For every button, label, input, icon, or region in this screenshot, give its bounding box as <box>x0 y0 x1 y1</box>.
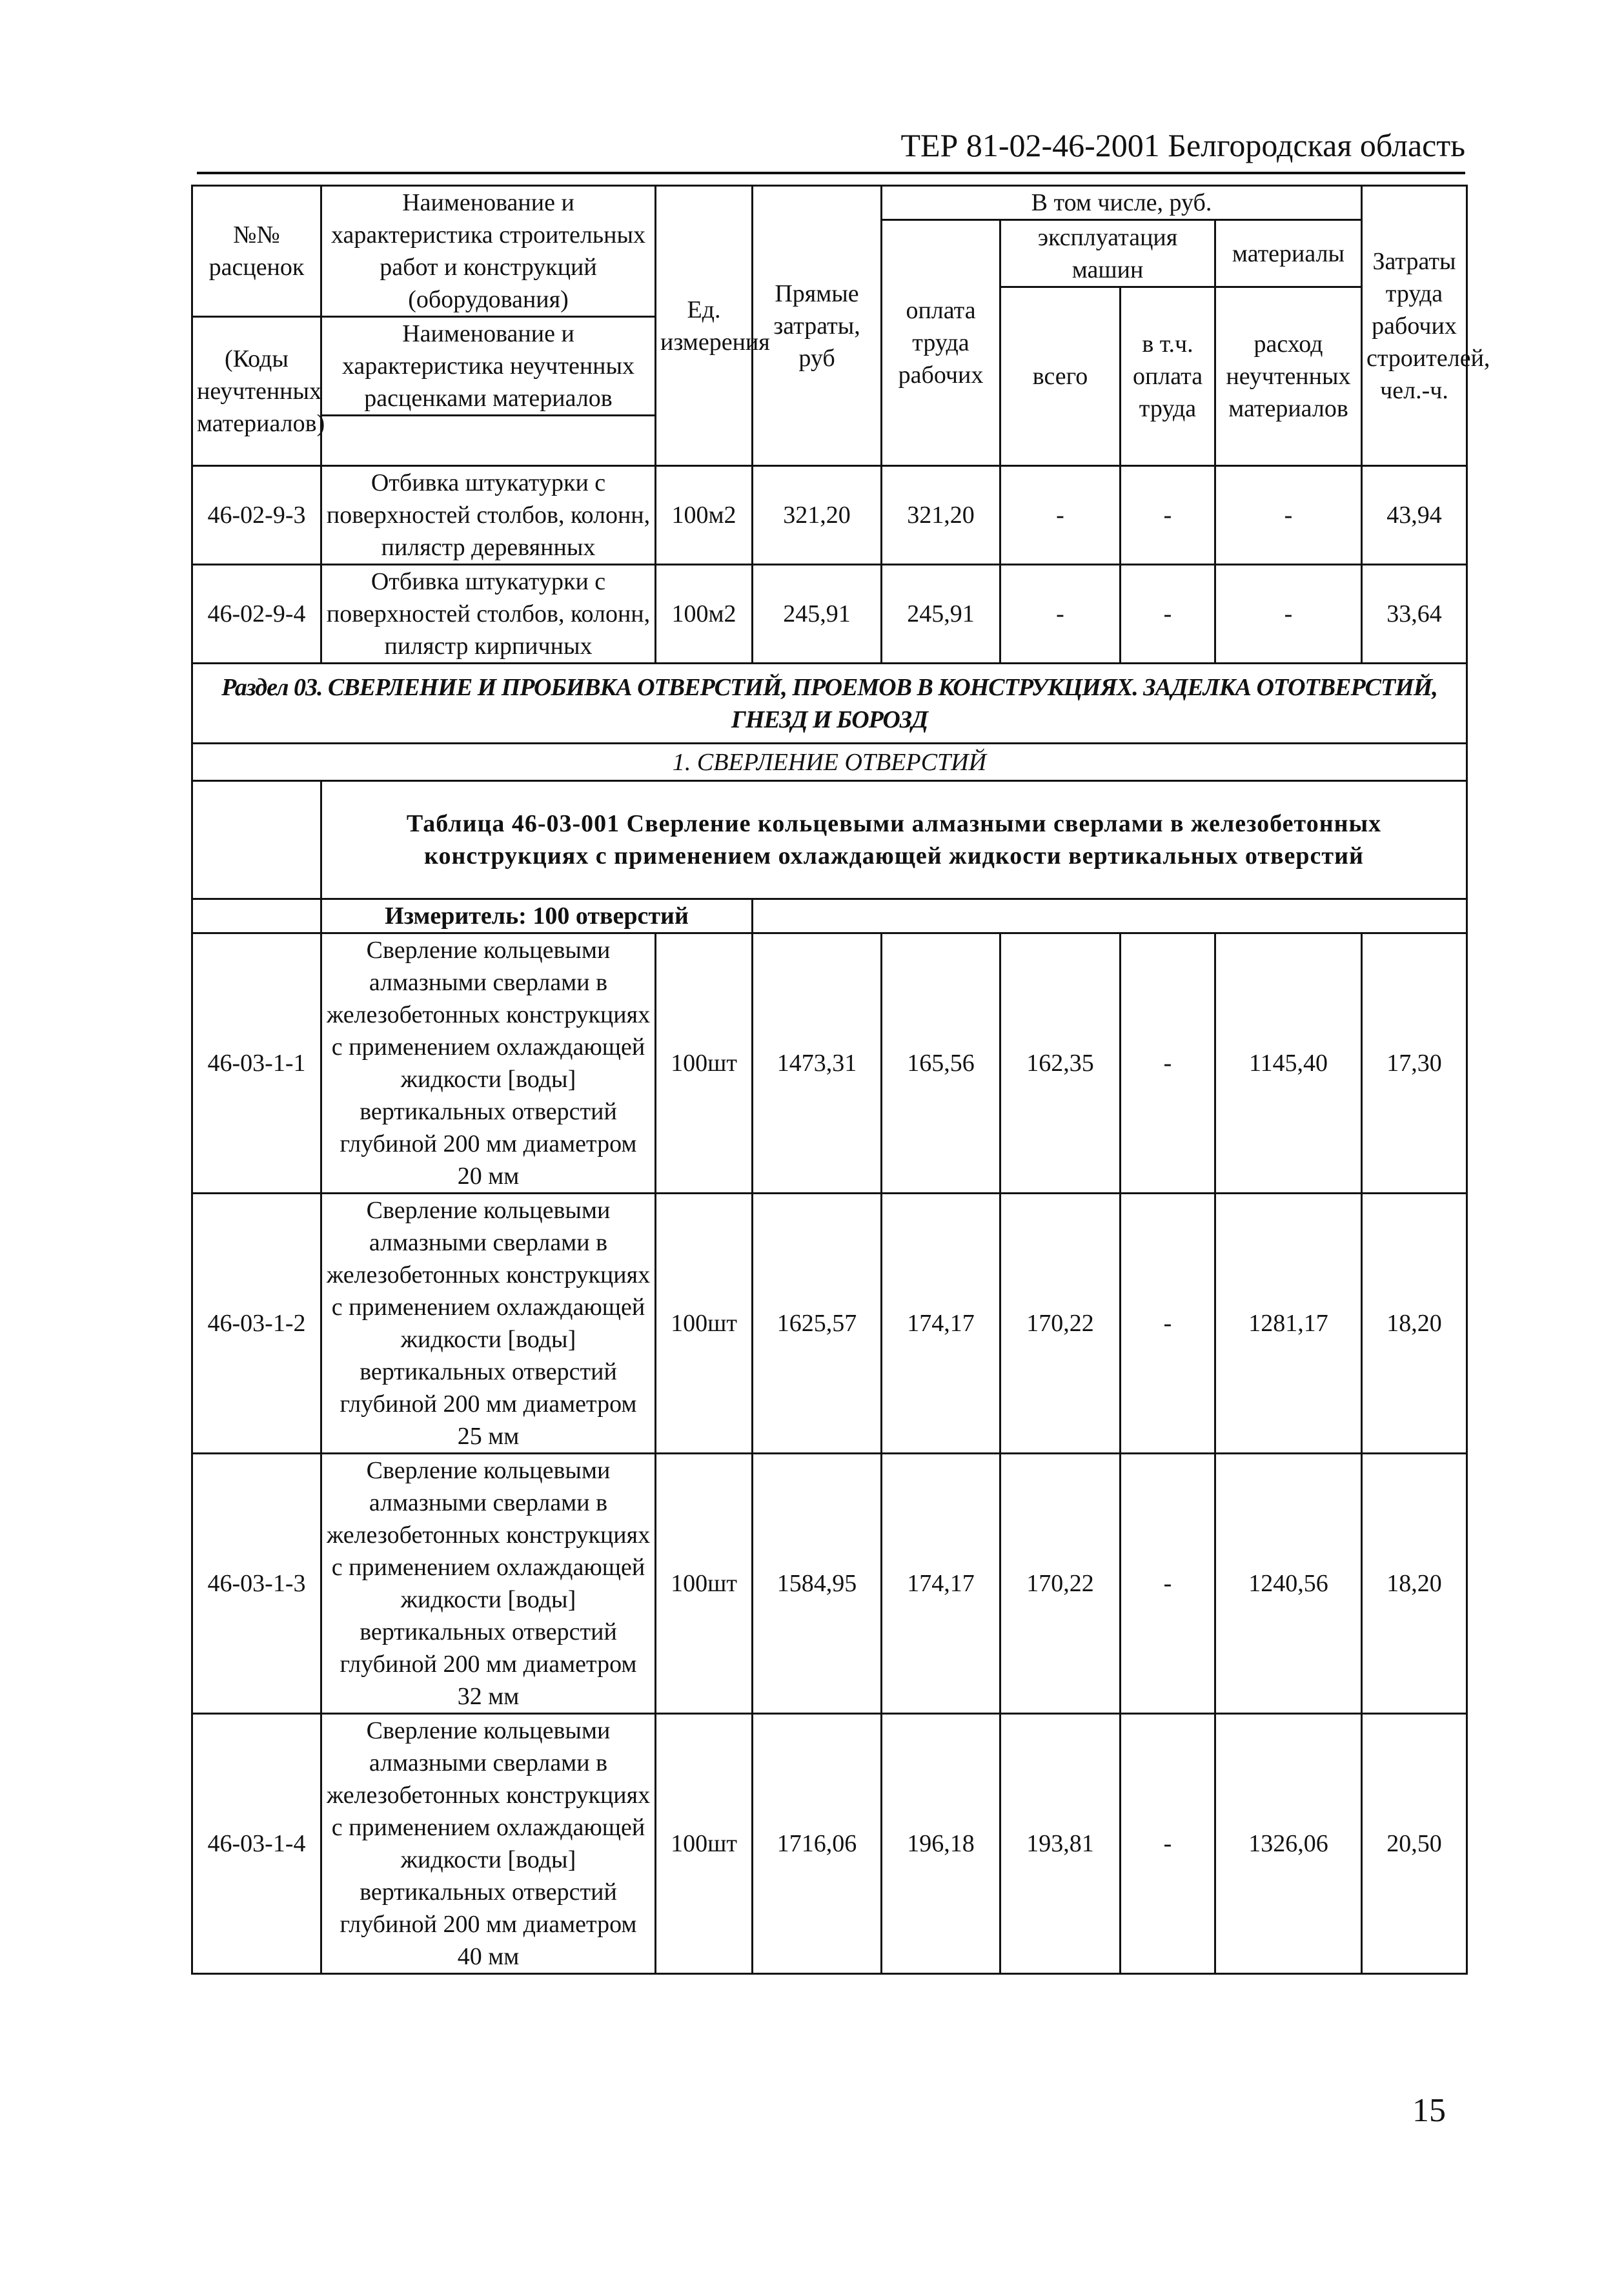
header-rule <box>197 172 1465 174</box>
row-labor: 321,20 <box>882 466 1000 565</box>
row-name: Сверление кольцевыми алмазными сверлами в железобетонных конструкциях с применением охлаждающей жидкости [воды] вертикальных отверстий глубиной 200 мм диаметром 40 мм <box>321 1714 656 1974</box>
table-row <box>192 1714 1467 1974</box>
row-labor: 174,17 <box>882 1194 1000 1454</box>
row-labor: 196,18 <box>882 1714 1000 1974</box>
row-hours: 18,20 <box>1362 1194 1467 1454</box>
meter-filler <box>753 899 1467 933</box>
row-code: 46-03-1-4 <box>192 1714 321 1974</box>
document-header: ТЕР 81-02-46-2001 Белгородская область <box>900 127 1465 163</box>
row-labor: 245,91 <box>882 565 1000 664</box>
header-spacer <box>321 416 656 466</box>
table-row <box>192 1194 1467 1454</box>
row-hours: 17,30 <box>1362 933 1467 1194</box>
table-title: Таблица 46-03-001 Сверление кольцевыми алмазными сверлами в железобетонных конструкциях с применением охлаждающей жидкости вертикальных отверстий <box>321 781 1467 899</box>
row-machines: 170,22 <box>1000 1194 1121 1454</box>
header-machines-total: всего <box>1000 287 1121 466</box>
header-code: №№ расценок <box>192 186 321 317</box>
meter-spacer <box>192 899 321 933</box>
header-machines-labor: в т.ч. оплата труда <box>1121 287 1215 466</box>
table-row <box>192 1454 1467 1714</box>
row-code: 46-03-1-2 <box>192 1194 321 1454</box>
row-hours: 43,94 <box>1362 466 1467 565</box>
row-code: 46-03-1-1 <box>192 933 321 1194</box>
header-direct-costs: Прямые затраты, руб <box>753 186 882 466</box>
row-name: Сверление кольцевыми алмазными сверлами в железобетонных конструкциях с применением охлаждающей жидкости [воды] вертикальных отверстий глубиной 200 мм диаметром 25 мм <box>321 1194 656 1454</box>
row-machines-labor: - <box>1121 565 1215 664</box>
header-labor-costs: Затраты труда рабочих строителей, чел.-ч. <box>1362 186 1467 466</box>
row-unit: 100м2 <box>656 466 753 565</box>
row-unit: 100шт <box>656 933 753 1194</box>
row-machines: 162,35 <box>1000 933 1121 1194</box>
row-machines-labor: - <box>1121 933 1215 1194</box>
row-labor: 174,17 <box>882 1454 1000 1714</box>
row-unit: 100шт <box>656 1714 753 1974</box>
row-direct: 1716,06 <box>753 1714 882 1974</box>
subsection-title: 1. СВЕРЛЕНИЕ ОТВЕРСТИЙ <box>192 744 1467 781</box>
row-machines-labor: - <box>1121 466 1215 565</box>
row-machines: 193,81 <box>1000 1714 1121 1974</box>
row-unit: 100шт <box>656 1454 753 1714</box>
table-title-spacer <box>192 781 321 899</box>
row-code: 46-03-1-3 <box>192 1454 321 1714</box>
row-direct: 245,91 <box>753 565 882 664</box>
row-name: Отбивка штукатурки с поверхностей столбов, колонн, пилястр кирпичных <box>321 565 656 664</box>
rates-table <box>191 185 1490 1975</box>
row-materials: - <box>1215 466 1362 565</box>
row-direct: 1625,57 <box>753 1194 882 1454</box>
row-hours: 33,64 <box>1362 565 1467 664</box>
row-machines-labor: - <box>1121 1194 1215 1454</box>
row-hours: 20,50 <box>1362 1714 1467 1974</box>
row-name: Отбивка штукатурки с поверхностей столбов, колонн, пилястр деревянных <box>321 466 656 565</box>
row-name: Сверление кольцевыми алмазными сверлами в железобетонных конструкциях с применением охлаждающей жидкости [воды] вертикальных отверстий глубиной 200 мм диаметром 20 мм <box>321 933 656 1194</box>
row-direct: 321,20 <box>753 466 882 565</box>
header-name-sub: Наименование и характеристика неучтенных расценками материалов <box>321 317 656 416</box>
header-code-sub: (Коды неучтенных материалов) <box>192 317 321 466</box>
row-materials: 1326,06 <box>1215 1714 1362 1974</box>
row-code: 46-02-9-3 <box>192 466 321 565</box>
row-hours: 18,20 <box>1362 1454 1467 1714</box>
row-unit: 100м2 <box>656 565 753 664</box>
table-row <box>192 933 1467 1194</box>
row-name: Сверление кольцевыми алмазными сверлами в железобетонных конструкциях с применением охлаждающей жидкости [воды] вертикальных отверстий глубиной 200 мм диаметром 32 мм <box>321 1454 656 1714</box>
row-materials: - <box>1215 565 1362 664</box>
header-unit: Ед. измерения <box>656 186 753 466</box>
row-materials: 1240,56 <box>1215 1454 1362 1714</box>
row-machines-labor: - <box>1121 1714 1215 1974</box>
meter-label: Измеритель: 100 отверстий <box>321 899 753 933</box>
row-code: 46-02-9-4 <box>192 565 321 664</box>
row-labor: 165,56 <box>882 933 1000 1194</box>
header-labor-pay: оплата труда рабочих <box>882 220 1000 466</box>
row-machines: 170,22 <box>1000 1454 1121 1714</box>
row-unit: 100шт <box>656 1194 753 1454</box>
row-machines: - <box>1000 565 1121 664</box>
row-materials: 1145,40 <box>1215 933 1362 1194</box>
page-number: 15 <box>1412 2092 1446 2129</box>
header-materials-sub: расход неучтенных материалов <box>1215 287 1362 466</box>
row-direct: 1584,95 <box>753 1454 882 1714</box>
table-row <box>192 466 1467 565</box>
header-machines: эксплуатация машин <box>1000 220 1215 287</box>
row-materials: 1281,17 <box>1215 1194 1362 1454</box>
row-direct: 1473,31 <box>753 933 882 1194</box>
section-title: Раздел 03. СВЕРЛЕНИЕ И ПРОБИВКА ОТВЕРСТИЙ, ПРОЕМОВ В КОНСТРУКЦИЯХ. ЗАДЕЛКА ОТОТВЕРСТИЙ, ГНЕЗД И БОРОЗД <box>192 664 1467 744</box>
header-name: Наименование и характеристика строительных работ и конструкций (оборудования) <box>321 186 656 317</box>
table-row <box>192 565 1467 664</box>
header-materials: материалы <box>1215 220 1362 287</box>
row-machines: - <box>1000 466 1121 565</box>
header-including: В том числе, руб. <box>882 186 1362 220</box>
row-machines-labor: - <box>1121 1454 1215 1714</box>
